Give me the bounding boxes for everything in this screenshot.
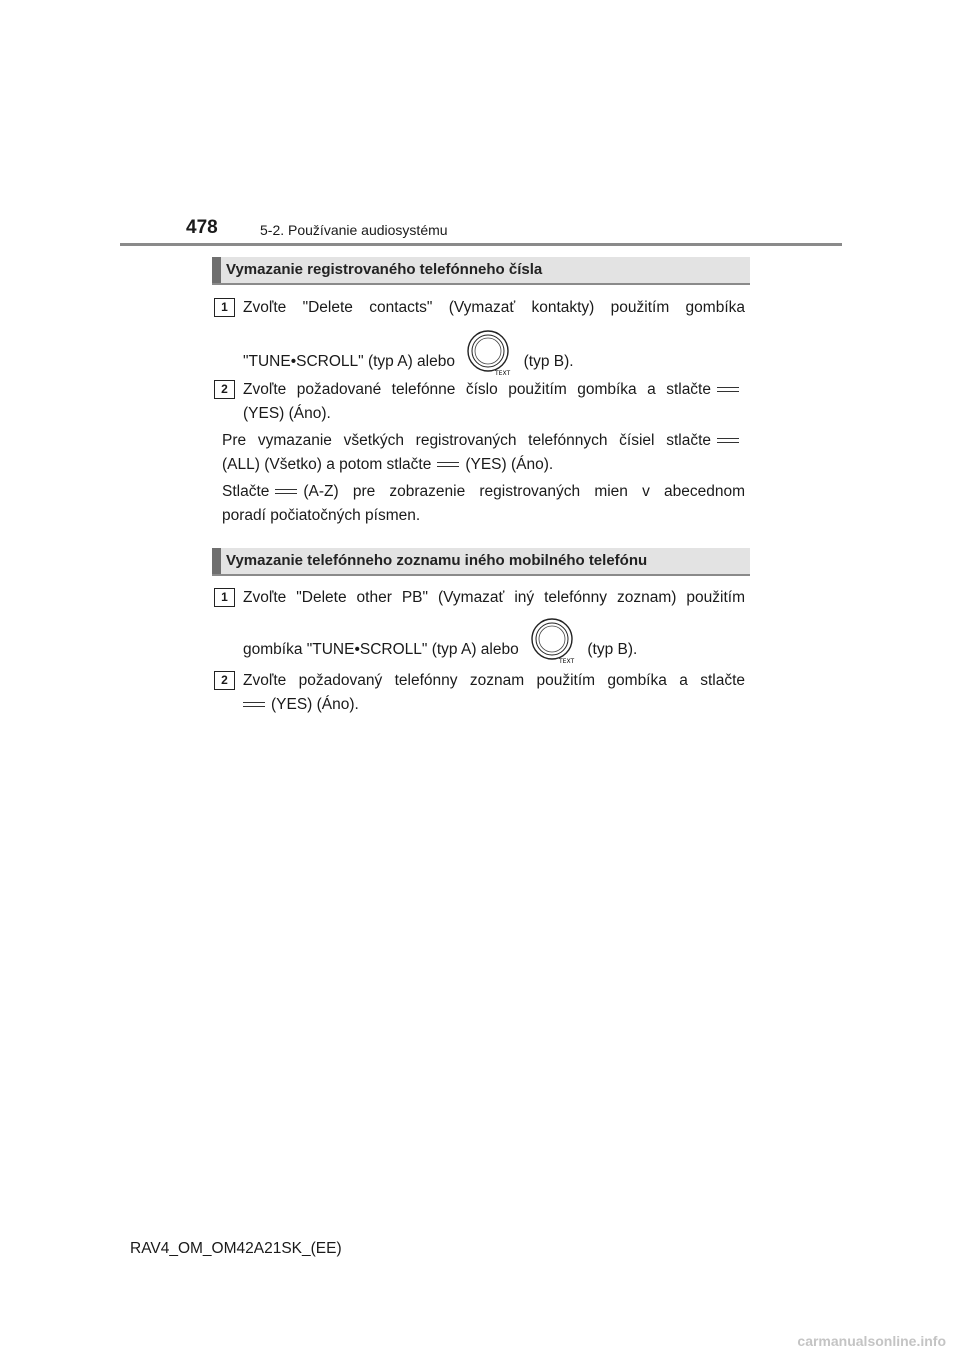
note-text <box>222 453 745 477</box>
section-heading-text: Vymazanie registrovaného telefónneho čísla <box>226 261 543 278</box>
note-text-part: (ALL) (Všetko) a potom stlačte <box>222 456 432 473</box>
step-text-part: Zvoľte požadované telefónne číslo použitím gombíka a stlačte <box>243 381 711 398</box>
screen-button-icon <box>275 489 297 494</box>
note-text-part: (A-Z) pre zobrazenie registrovaných mien v abecednom <box>303 483 745 500</box>
section-heading-bar <box>212 257 221 283</box>
note-text <box>222 429 745 453</box>
step-text-part: (YES) (Áno). <box>271 696 359 713</box>
note-text-part: Stlačte <box>222 483 270 500</box>
page-number: 478 <box>186 217 218 238</box>
watermark: carmanualsonline.info <box>797 1333 946 1349</box>
step-number: 1 <box>214 588 235 607</box>
step-number: 1 <box>214 298 235 317</box>
note-text: poradí počiatočných písmen. <box>222 507 421 524</box>
header-rule <box>120 243 842 246</box>
section-heading <box>212 548 750 576</box>
step-text: Zvoľte "Delete contacts" (Vymazať kontakty) použitím gombíka <box>243 299 745 316</box>
note-text-part: Pre vymazanie všetkých registrovaných telefónnych čísiel stlačte <box>222 432 711 449</box>
section-heading-bar <box>212 548 221 574</box>
step-text: Zvoľte požadovaný telefónny zoznam použitím gombíka a stlačte <box>243 672 745 689</box>
step-text <box>243 378 745 402</box>
screen-button-icon <box>717 438 739 443</box>
screen-button-icon <box>717 387 739 392</box>
step-text: (YES) (Áno). <box>243 405 331 422</box>
step-text: Zvoľte "Delete other PB" (Vymazať iný telefónny zoznam) použitím <box>243 589 745 606</box>
section-heading <box>212 257 750 285</box>
section-heading-text: Vymazanie telefónneho zoznamu iného mobilného telefónu <box>226 552 648 569</box>
step-text <box>243 693 745 717</box>
note-text <box>222 480 745 504</box>
step-text-part: gombíka "TUNE•SCROLL" (typ A) alebo <box>243 641 519 659</box>
step-text-part: "TUNE•SCROLL" (typ A) alebo <box>243 353 455 371</box>
chapter-title: 5-2. Používanie audiosystému <box>260 222 448 238</box>
step-number: 2 <box>214 671 235 690</box>
note-text-part: (YES) (Áno). <box>465 456 554 473</box>
step-number: 2 <box>214 380 235 399</box>
screen-button-icon <box>243 702 265 707</box>
footer-code: RAV4_OM_OM42A21SK_(EE) <box>130 1240 342 1257</box>
knob-label: TEXT <box>495 370 511 376</box>
step-text-part: (typ B). <box>523 353 574 371</box>
step-text-part: (typ B). <box>587 641 638 659</box>
knob-label: TEXT <box>559 658 575 664</box>
screen-button-icon <box>437 462 459 467</box>
